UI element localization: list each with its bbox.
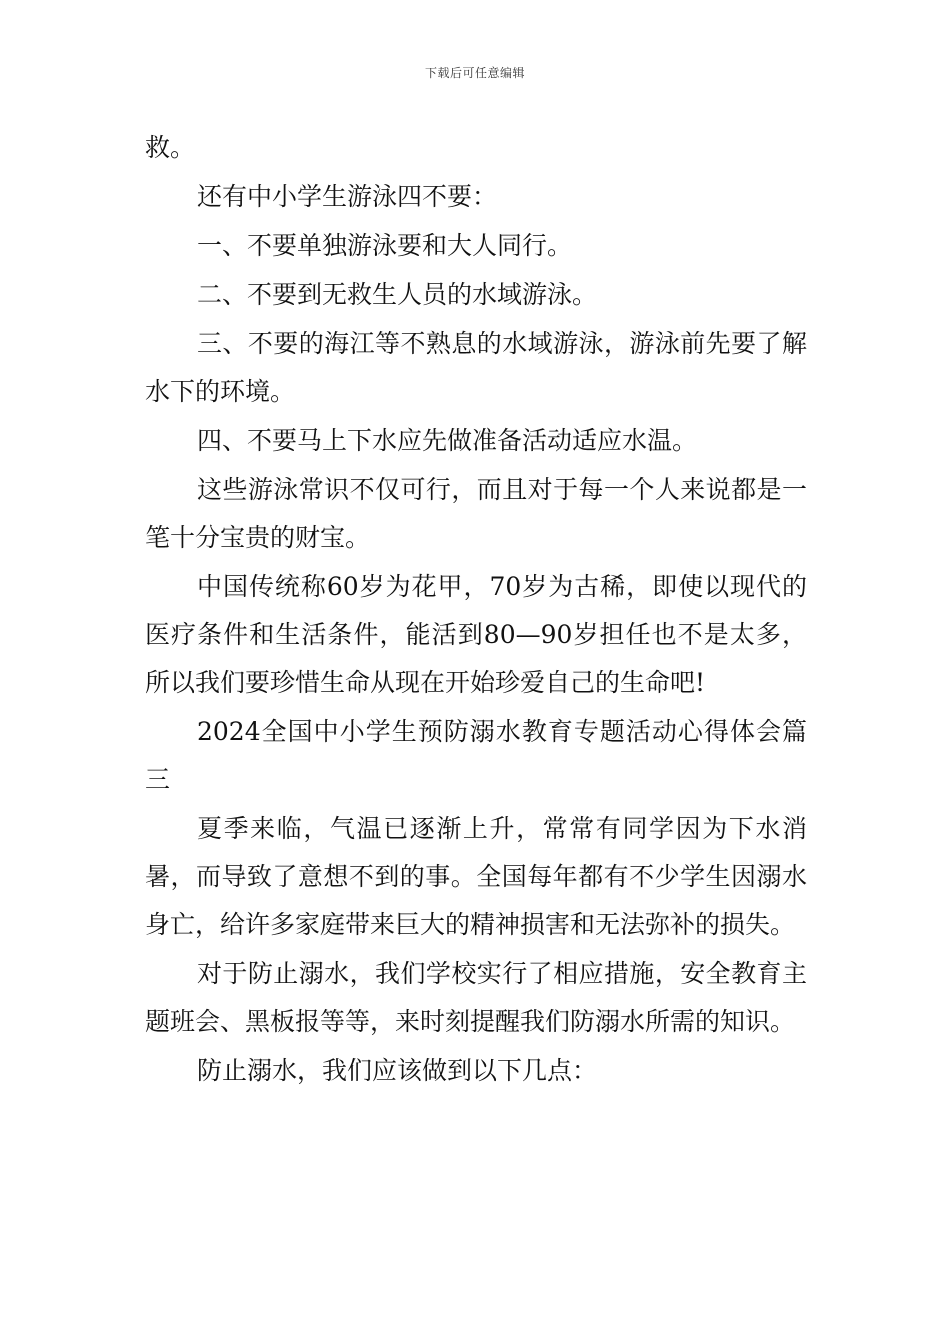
paragraph-continuation: 救。 bbox=[145, 133, 196, 162]
paragraph-swim-knowledge: 这些游泳常识不仅可行，而且对于每一个人来说都是一笔十分宝贵的财宝。 bbox=[145, 475, 807, 552]
paragraph-school-measures: 对于防止溺水，我们学校实行了相应措施，安全教育主题班会、黑板报等等，来时刻提醒我们防溺水所需的知识。 bbox=[145, 959, 807, 1036]
paragraph-cherish-life: 中国传统称60岁为花甲，70岁为古稀，即使以现代的医疗条件和生活条件，能活到80—90岁担任也不是太多，所以我们要珍惜生命从现在开始珍爱自己的生命吧! bbox=[145, 572, 807, 697]
paragraph-rule-4: 四、不要马上下水应先做准备活动适应水温。 bbox=[197, 426, 698, 455]
paragraph-summer-drowning: 夏季来临，气温已逐渐上升，常常有同学因为下水消暑，而导致了意想不到的事。全国每年都有不少学生因溺水身亡，给许多家庭带来巨大的精神损害和无法弥补的损失。 bbox=[145, 814, 807, 939]
page-header-note: 下载后可任意编辑 bbox=[424, 66, 525, 80]
section-heading: 2024全国中小学生预防溺水教育专题活动心得体会篇三 bbox=[145, 717, 807, 794]
paragraph-swim-rules-intro: 还有中小学生游泳四不要： bbox=[197, 182, 498, 211]
paragraph-prevention-points: 防止溺水，我们应该做到以下几点： bbox=[197, 1056, 598, 1085]
document-body bbox=[145, 124, 807, 1096]
paragraph-rule-3: 三、不要的海江等不熟息的水域游泳，游泳前先要了解水下的环境。 bbox=[145, 329, 807, 406]
paragraph-rule-1: 一、不要单独游泳要和大人同行。 bbox=[197, 231, 573, 260]
paragraph-rule-2: 二、不要到无救生人员的水域游泳。 bbox=[197, 280, 598, 309]
